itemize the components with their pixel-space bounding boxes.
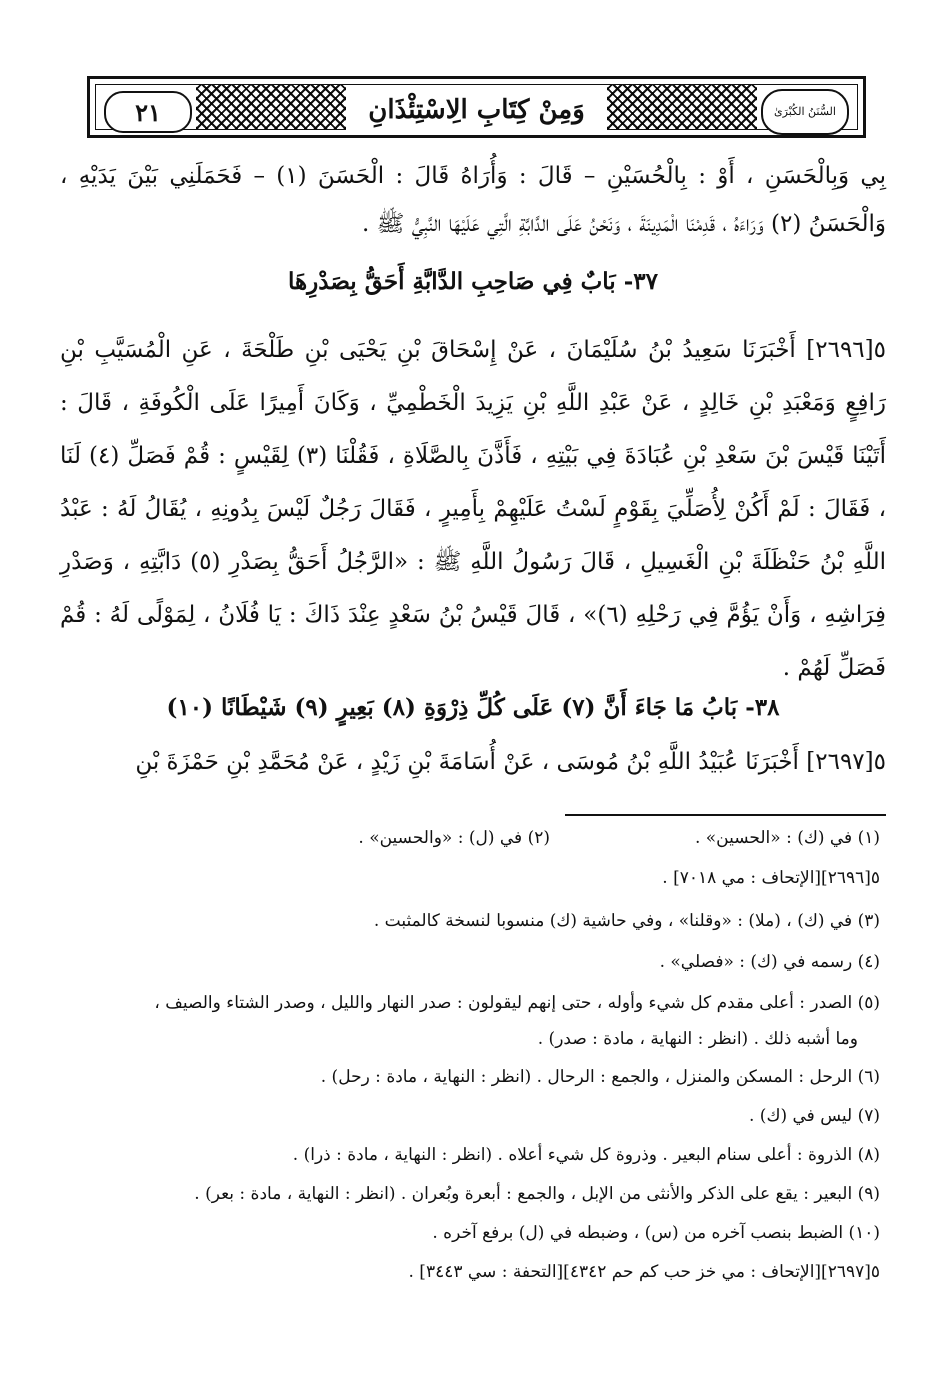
chapter-heading-37: ٣٧- بَابٌ فِي صَاحِبِ الدَّابَّةِ أَحَقُّ بِصَدْرِهَا bbox=[288, 268, 658, 295]
footnote-7: (٧) ليس في (ك) . bbox=[749, 1106, 880, 1126]
footnote-row-1-2 bbox=[60, 828, 880, 858]
reference-2697: ٥[٢٦٩٧][الإتحاف : مي خز حب كم حم ٤٣٤٢][التحفة : سي ٣٤٤٣] . bbox=[408, 1262, 880, 1282]
footnote-10: (١٠) الضبط بنصب آخره من (س) ، وضبطه في (ل) برفع آخره . bbox=[432, 1223, 880, 1243]
text-paragraph-continuation: بِي وَبِالْحَسَنِ ، أَوْ : بِالْحُسَيْنِ – قَالَ : وَأُرَاهُ قَالَ : الْحَسَنَ (١) – فَحَمَلَنِي بَيْنَ يَدَيْهِ ، وَالْحَسَنُ (٢) وَرَاءَهُ ، قَدِمْنَا الْمَدِينَةَ ، وَنَحْنُ عَلَى الدَّابَّةِ الَّتِي عَلَيْهَا النَّبِيُّ ﷺ . bbox=[60, 163, 886, 237]
hadith-2696: ٥[٢٦٩٦] أَخْبَرَنَا سَعِيدُ بْنُ سُلَيْمَانَ ، عَنْ إِسْحَاقَ بْنِ يَحْيَى بْنِ طَلْحَةَ ، عَنِ الْمُسَيَّبِ بْنِ رَافِعٍ وَمَعْبَدِ بْنِ خَالِدٍ ، عَنْ عَبْدِ اللَّهِ بْنِ يَزِيدَ الْخَطْمِيِّ ، وَكَانَ أَمِيرًا عَلَى الْكُوفَةِ ، قَالَ : أَتَيْنَا قَيْسَ بْنَ سَعْدِ بْنِ عُبَادَةَ فِي بَيْتِهِ ، فَأَذَّنَ بِالصَّلَاةِ ، فَقُلْنَا (٣) لِقَيْسٍ : قُمْ فَصَلِّ (٤) لَنَا ، فَقَالَ : لَمْ أَكُنْ لِأُصَلِّيَ بِقَوْمٍ لَسْتُ عَلَيْهِمْ بِأَمِيرٍ ، فَقَالَ رَجُلٌ لَيْسَ بِدُونِهِ ، يُقَالُ لَهُ : عَبْدُ اللَّهِ بْنُ حَنْظَلَةَ بْنِ الْغَسِيلِ ، قَالَ رَسُولُ اللَّهِ ﷺ : «الرَّجُلُ أَحَقُّ بِصَدْرِ (٥) دَابَّتِهِ ، وَصَدْرِ فِرَاشِهِ ، وَأَنْ يَؤُمَّ فِي رَحْلِهِ (٦)» ، قَالَ قَيْسُ بْنُ سَعْدٍ عِنْدَ ذَاكَ : يَا فُلَانُ ، لِمَوْلًى لَهُ : قُمْ فَصَلِّ لَهُمْ . bbox=[60, 337, 886, 681]
footnote-9: (٩) البعير : يقع على الذكر والأنثى من الإبل ، والجمع : أبعرة وبُعران . (انظر : النهاية ، مادة : بعر) . bbox=[194, 1184, 880, 1204]
footnote-8: (٨) الذروة : أعلى سنام البعير . وذروة كل شيء أعلاه . (انظر : النهاية ، مادة : ذرا) . bbox=[292, 1145, 880, 1165]
footnote-5: (٥) الصدر : أعلى مقدم كل شيء وأوله ، حتى إنهم ليقولون : صدر النهار والليل ، وصدر الشتاء والصيف ، bbox=[154, 993, 880, 1013]
footnote-separator bbox=[565, 814, 886, 816]
header-inner-frame bbox=[95, 84, 858, 130]
hadith-2697-start: ٥[٢٦٩٧] أَخْبَرَنَا عُبَيْدُ اللَّهِ بْنُ مُوسَى ، عَنْ أُسَامَةَ بْنِ زَيْدٍ ، عَنْ مُحَمَّدِ بْنِ حَمْزَةَ بْنِ bbox=[135, 749, 886, 775]
footnote-6: (٦) الرحل : المسكن والمنزل ، والجمع : الرحال . (انظر : النهاية ، مادة : رحل) . bbox=[320, 1067, 880, 1087]
page-header-ornament bbox=[87, 76, 866, 138]
footnote-2: (٢) في (ل) : «والحسين» . bbox=[358, 828, 550, 848]
header-pattern-right bbox=[607, 85, 757, 129]
footnote-1: (١) في (ك) : «الحسين» . bbox=[694, 828, 880, 848]
footnote-3: (٣) في (ك) ، (ملا) : «وقلنا» ، وفي حاشية (ك) منسوبا لنسخة كالمثبت . bbox=[373, 911, 880, 931]
page-number: ٢١ bbox=[104, 91, 192, 133]
chapter-heading-38: ٣٨- بَابُ مَا جَاءَ أَنَّ (٧) عَلَى كُلِّ ذِرْوَةِ (٨) بَعِيرٍ (٩) شَيْطَانًا (١٠) bbox=[166, 694, 780, 721]
footnote-5-continued: وما أشبه ذلك . (انظر : النهاية ، مادة : صدر) . bbox=[537, 1029, 858, 1049]
reference-2696: ٥[٢٦٩٦][الإتحاف : مي ٧٠١٨] . bbox=[662, 868, 880, 888]
header-pattern-left bbox=[196, 85, 346, 129]
footnote-4: (٤) رسمه في (ك) : «فصلي» . bbox=[659, 952, 880, 972]
running-title: وَمِنْ كِتَابِ الِاسْتِئْذَانِ bbox=[346, 87, 607, 133]
publisher-seal-logo: السُّنَنُ الكُبْرَىٰ bbox=[761, 89, 849, 135]
